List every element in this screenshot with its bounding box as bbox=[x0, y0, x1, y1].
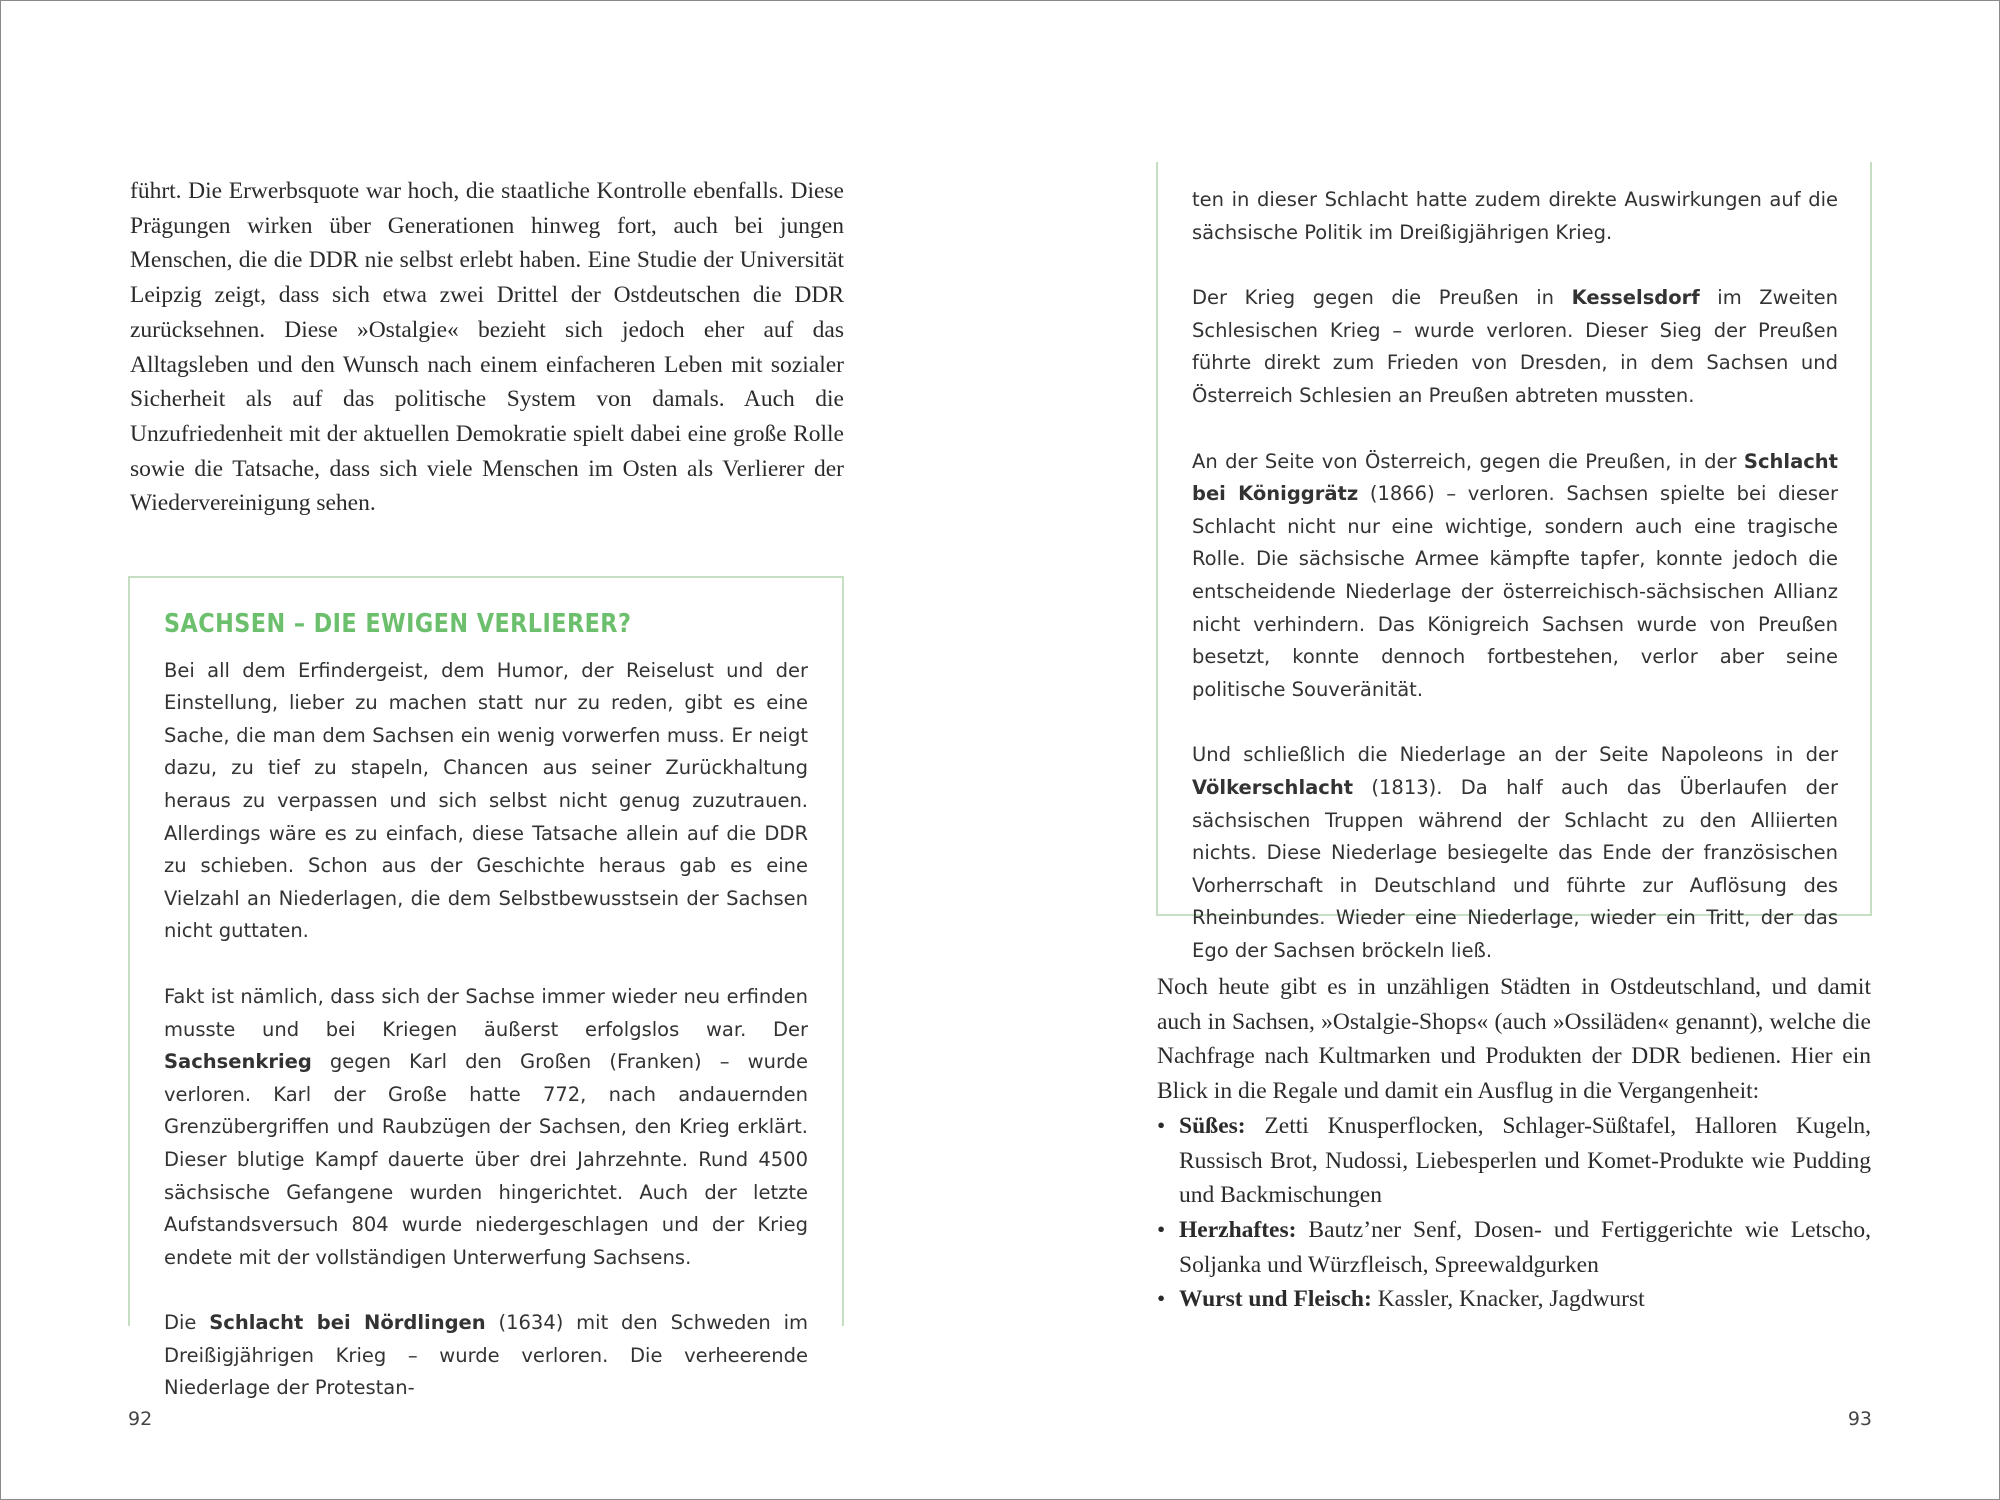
box-paragraph-3 bbox=[1192, 446, 1838, 707]
bold-term: Sachsenkrieg bbox=[164, 1050, 312, 1074]
list-item-label: Herzhaftes: bbox=[1179, 1216, 1297, 1243]
bold-term: Völkerschlacht bbox=[1192, 775, 1354, 799]
box-title: SACHSEN – DIE EWIGEN VERLIERER? bbox=[164, 609, 632, 639]
box-paragraph-4 bbox=[1192, 739, 1838, 967]
page-number-left: 92 bbox=[128, 1408, 153, 1430]
bold-term: Schlacht bei Nördlingen bbox=[209, 1311, 486, 1335]
info-box-right bbox=[1156, 162, 1872, 962]
left-page-intro bbox=[130, 174, 844, 521]
text-run: Und schließlich die Niederlage an der Seite Napoleons in der bbox=[1192, 743, 1838, 767]
info-box-left bbox=[128, 576, 844, 1400]
box-paragraph-2 bbox=[164, 981, 808, 1274]
text-run: (1634) mit den Schweden im Dreißigjährigen Krieg – wurde verloren. Die verheerende Niederlage der Protestan- bbox=[164, 1311, 808, 1400]
list-item-text: Bautz’ner Senf, Dosen- und Fertiggerichte wie Letscho, Soljanka und Würzfleisch, Spreewaldgurken bbox=[1179, 1216, 1871, 1278]
text-run: Fakt ist nämlich, dass sich der Sachse immer wieder neu erfinden musste und bei Kriegen äußerst erfolgslos war. Der bbox=[164, 984, 808, 1041]
intro-paragraph: führt. Die Erwerbsquote war hoch, die staatliche Kontrolle ebenfalls. Diese Prägungen wirken über Generationen hinweg fort, auch bei jungen Menschen, die die DDR nie selbst erlebt haben. Eine Studie der Universität Leipzig zeigt, dass sich etwa zwei Drittel der Ostdeutschen die DDR zurücksehnen. Diese »Ostalgie« bezieht sich jedoch eher auf das Alltagsleben und den Wunsch nach einem einfacheren Leben mit sozialer Sicherheit als auf das politische System von damals. Auch die Unzufriedenheit mit der aktuellen Demokratie spielt dabei eine große Rolle sowie die Tatsache, dass sich viele Menschen im Osten als Verlierer der Wiedervereinigung sehen. bbox=[130, 178, 844, 517]
list-item-text: Zetti Knusperflocken, Schlager-Süßtafel, Halloren Kugeln, Russisch Brot, Nudossi, Liebesperlen und Komet-Produkte wie Pudding und Backmischungen bbox=[1179, 1112, 1871, 1209]
box-paragraph-2 bbox=[1192, 282, 1838, 412]
box-paragraph-1: Bei all dem Erfindergeist, dem Humor, der Reiselust und der Einstellung, lieber zu machen statt nur zu reden, gibt es eine Sache, die man dem Sachsen ein wenig vorwerfen muss. Er neigt dazu, zu tief zu stapeln, Chancen aus seiner Zurückhaltung heraus zu verpassen und sich selbst nicht genug zuzutrauen. Allerdings wäre es zu einfach, diese Tatsache allein auf die DDR zu schieben. Schon aus der Geschichte heraus gab es eine Vielzahl an Niederlagen, die dem Selbstbewusstsein der Sachsen nicht guttaten. bbox=[164, 658, 808, 943]
box-paragraph-3 bbox=[164, 1307, 808, 1405]
bold-term: Kesselsdorf bbox=[1571, 286, 1700, 310]
list-item bbox=[1157, 1109, 1871, 1213]
list-item bbox=[1157, 1213, 1871, 1282]
box-paragraph-1: ten in dieser Schlacht hatte zudem direkte Auswirkungen auf die sächsische Politik im Dreißigjährigen Krieg. bbox=[1192, 188, 1838, 244]
text-run: Die bbox=[164, 1311, 210, 1335]
list-item-text: Kassler, Knacker, Jagdwurst bbox=[1371, 1286, 1645, 1313]
bold-term: Schlacht bei Königgrätz bbox=[1192, 449, 1838, 506]
text-run: (1866) – verloren. Sachsen spielte bei dieser Schlacht nicht nur eine wichtige, sondern auch eine tragische Rolle. Die sächsische Armee kämpfte tapfer, konnte jedoch die entscheidende Niederlage der österreichisch-sächsischen Allianz nicht verhindern. Das Königreich Sachsen wurde von Preußen besetzt, konnte dennoch fortbestehen, verlor aber seine politische Souveränität. bbox=[1192, 482, 1838, 701]
right-page-outro bbox=[1157, 970, 1871, 1317]
text-run: An der Seite von Österreich, gegen die Preußen, in der bbox=[1192, 449, 1744, 473]
text-run: (1813). Da half auch das Überlaufen der sächsischen Truppen während der Schlacht zu den Alliierten nichts. Diese Niederlage besiegelte das Ende der französischen Vorherrschaft in Deutschland und führte zur Auflösung des Rheinbundes. Wieder eine Niederlage, wieder ein Tritt, der das Ego der Sachsen bröckeln ließ. bbox=[1192, 775, 1838, 962]
text-run: im Zweiten Schlesischen Krieg – wurde verloren. Dieser Sieg der Preußen führte direkt zum Frieden von Dresden, in dem Sachsen und Österreich Schlesien an Preußen abtreten mussten. bbox=[1192, 286, 1838, 407]
product-list bbox=[1157, 1109, 1871, 1317]
text-run: Der Krieg gegen die Preußen in bbox=[1192, 286, 1572, 310]
list-item bbox=[1157, 1282, 1871, 1317]
page-number-right: 93 bbox=[1847, 1408, 1872, 1430]
list-item-label: Süßes: bbox=[1179, 1112, 1246, 1139]
text-run: gegen Karl den Großen (Franken) – wurde verloren. Karl der Große hatte 772, nach andauernden Grenzübergriffen und Raubzügen der Sachsen, den Krieg erklärt. Dieser blutige Kampf dauerte über drei Jahrzehnte. Rund 4500 sächsische Gefangene wurden hingerichtet. Auch der letzte Aufstandsversuch 804 wurde niedergeschlagen und der Krieg endete mit der vollständigen Unterwerfung Sachsens. bbox=[164, 1050, 808, 1269]
list-item-label: Wurst und Fleisch: bbox=[1179, 1286, 1372, 1313]
outro-paragraph: Noch heute gibt es in unzähligen Städten in Ostdeutschland, und damit auch in Sachsen, »Ostalgie-Shops« (auch »Ossiläden« genannt), welche die Nachfrage nach Kultmarken und Produkten der DDR bedienen. Hier ein Blick in die Regale und damit ein Ausflug in die Vergangenheit: bbox=[1157, 974, 1871, 1105]
